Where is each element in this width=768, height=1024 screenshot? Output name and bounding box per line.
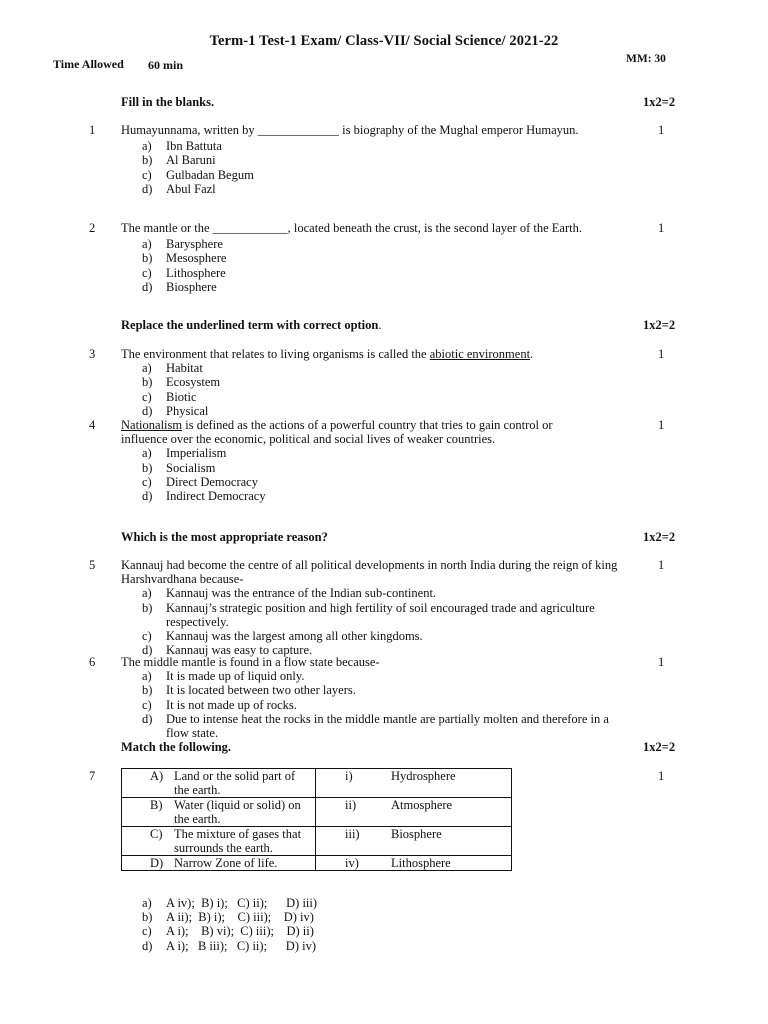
- question: [121, 558, 619, 657]
- question-text: [121, 221, 619, 235]
- option: [121, 375, 619, 389]
- table-row: [122, 827, 512, 856]
- question-number: 5: [89, 558, 96, 572]
- option-text: Kannauj’s strategic position and high fertility of soil encouraged trade and agriculture respectively.: [166, 600, 595, 629]
- option: [121, 361, 619, 375]
- option: [121, 139, 619, 153]
- option-letter: a): [142, 896, 152, 910]
- option-text: It is not made up of rocks.: [166, 697, 297, 712]
- match-left-cell: [122, 798, 316, 827]
- question-number: 7: [89, 769, 96, 783]
- option-letter: a): [142, 139, 152, 154]
- match-right-number: i): [345, 769, 353, 783]
- match-left-text: The mixture of gases that surrounds the earth.: [174, 827, 302, 855]
- option-text: Biosphere: [166, 279, 217, 294]
- option-letter: b): [142, 153, 153, 168]
- section-heading-text: Which is the most appropriate reason?: [121, 530, 328, 544]
- question-text: [121, 123, 619, 137]
- question-text-part: is defined as the actions of a powerful country that tries to gain control or influence over the economic, political and social lives of weaker countries.: [121, 418, 553, 447]
- option-letter: c): [142, 474, 152, 489]
- match-right-cell: [316, 827, 512, 856]
- question-number: 1: [89, 123, 96, 137]
- option: [121, 910, 317, 924]
- option: [121, 586, 619, 600]
- option: [121, 461, 593, 475]
- question-marks: 1: [658, 347, 665, 361]
- option: [121, 266, 619, 280]
- option-text: Kannauj was easy to capture.: [166, 643, 313, 658]
- option-letter: b): [142, 251, 153, 266]
- option: [121, 153, 619, 167]
- underlined-term: abiotic environment: [429, 347, 531, 361]
- option: [121, 896, 317, 910]
- match-left-letter: A): [150, 769, 164, 783]
- table-row: [122, 769, 512, 798]
- question-text-part: The middle mantle is found in a flow state because-: [121, 655, 380, 669]
- option-letter: a): [142, 361, 152, 376]
- option: [121, 390, 619, 404]
- option: [121, 712, 619, 740]
- option-text: Abul Fazl: [166, 181, 216, 196]
- option-list: [121, 446, 593, 503]
- option-text: Lithosphere: [166, 265, 226, 280]
- match-left-text: Land or the solid part of the earth.: [174, 769, 296, 797]
- match-right-text: Atmosphere: [391, 798, 453, 812]
- match-answer-options: [121, 896, 317, 953]
- section-marks: 1x2=2: [643, 740, 676, 754]
- option-letter: d): [142, 403, 153, 418]
- option-text: Ecosystem: [166, 375, 221, 390]
- option: [121, 251, 619, 265]
- section-marks: 1x2=2: [643, 318, 676, 332]
- option-text: Direct Democracy: [166, 474, 258, 489]
- table-row: [122, 856, 512, 871]
- option-text: A ii); B) i); C) iii); D) iv): [166, 910, 314, 925]
- question-text-part: The environment that relates to living organisms is called the: [121, 347, 430, 361]
- match-right-text: Biosphere: [391, 827, 442, 841]
- match-left-letter: C): [150, 827, 163, 841]
- option: [121, 475, 593, 489]
- question-number: 6: [89, 655, 96, 669]
- question: [121, 655, 619, 740]
- option: [121, 446, 593, 460]
- option-letter: d): [142, 938, 153, 953]
- option-text: It is located between two other layers.: [166, 683, 356, 698]
- option-letter: c): [142, 629, 152, 644]
- underlined-term: Nationalism: [121, 418, 183, 432]
- option-text: Barysphere: [166, 237, 223, 252]
- match-table: [121, 768, 512, 871]
- match-left-cell: [122, 827, 316, 856]
- option: [121, 939, 317, 953]
- option-letter: a): [142, 586, 152, 601]
- question-text-part: .: [530, 347, 534, 361]
- max-marks: MM: 30: [626, 53, 666, 65]
- question-marks: 1: [658, 123, 665, 137]
- section-marks: 1x2=2: [643, 95, 676, 109]
- section-heading: [121, 95, 214, 109]
- option-letter: b): [142, 683, 153, 698]
- option-letter: b): [142, 910, 153, 925]
- option-text: Socialism: [166, 460, 216, 475]
- option-letter: d): [142, 643, 153, 658]
- question-marks: 1: [658, 221, 665, 235]
- question-text: [121, 418, 593, 446]
- section-heading: [121, 740, 231, 754]
- option-letter: a): [142, 237, 152, 252]
- option-text: Physical: [166, 403, 209, 418]
- table-row: [122, 798, 512, 827]
- question-marks: 1: [658, 418, 665, 432]
- match-right-cell: [316, 798, 512, 827]
- option-letter: d): [142, 489, 153, 504]
- question-text-part: Kannauj had become the centre of all political developments in north India during the reign of king Harshvardhana because-: [121, 558, 618, 587]
- option: [121, 404, 619, 418]
- option-list: [121, 139, 619, 196]
- section-heading-text: Replace the underlined term with correct option: [121, 318, 379, 332]
- option-letter: a): [142, 669, 152, 684]
- option: [121, 182, 619, 196]
- question: [121, 347, 619, 418]
- option-text: Mesosphere: [166, 251, 227, 266]
- question-marks: 1: [658, 558, 665, 572]
- option-letter: b): [142, 460, 153, 475]
- option: [121, 698, 619, 712]
- option-letter: b): [142, 375, 153, 390]
- match-right-number: ii): [345, 798, 357, 812]
- option-letter: c): [142, 697, 152, 712]
- option: [121, 280, 619, 294]
- option-text: Kannauj was the largest among all other kingdoms.: [166, 629, 423, 644]
- match-right-text: Lithosphere: [391, 856, 451, 870]
- option-text: Ibn Battuta: [166, 139, 222, 154]
- option: [121, 683, 619, 697]
- option-text: A i); B iii); C) ii); D) iv): [166, 938, 316, 953]
- section-heading: [121, 318, 382, 332]
- section-heading-tail: .: [378, 318, 382, 332]
- option-letter: c): [142, 265, 152, 280]
- option-letter: d): [142, 181, 153, 196]
- question: [121, 123, 619, 196]
- section-heading: [121, 530, 328, 544]
- option-text: A iv); B) i); C) ii); D) iii): [166, 896, 318, 910]
- option: [121, 669, 619, 683]
- match-left-letter: B): [150, 798, 163, 812]
- option-text: A i); B) vi); C) iii); D) ii): [166, 924, 314, 939]
- match-left-text: Water (liquid or solid) on the earth.: [174, 798, 301, 826]
- section-marks: 1x2=2: [643, 530, 676, 544]
- option-text: It is made up of liquid only.: [166, 669, 305, 684]
- match-left-text: Narrow Zone of life.: [174, 856, 278, 870]
- match-left-cell: [122, 856, 316, 871]
- question-text-part: The mantle or the ____________, located beneath the crust, is the second layer of the Earth.: [121, 221, 582, 235]
- section-heading-text: Match the following.: [121, 740, 232, 754]
- question-marks: 1: [658, 769, 665, 783]
- option-list: [121, 237, 619, 294]
- time-allowed-value: 60 min: [148, 58, 184, 72]
- option-letter: a): [142, 446, 152, 461]
- option-letter: c): [142, 924, 152, 939]
- option-letter: c): [142, 389, 152, 404]
- match-right-text: Hydrosphere: [391, 769, 456, 783]
- option-letter: b): [142, 600, 153, 615]
- option: [121, 924, 317, 938]
- option-text: Biotic: [166, 389, 197, 404]
- question-marks: 1: [658, 655, 665, 669]
- match-right-number: iii): [345, 827, 360, 841]
- option-list: [121, 586, 619, 657]
- question-text-part: Humayunnama, written by _____________ is biography of the Mughal emperor Humayun.: [121, 123, 579, 137]
- match-left-cell: [122, 769, 316, 798]
- match-right-number: iv): [345, 856, 359, 870]
- question-number: 2: [89, 221, 96, 235]
- option-text: Due to intense heat the rocks in the middle mantle are partially molten and therefore in a flow state.: [166, 711, 609, 741]
- option-list: [121, 669, 619, 740]
- section-heading-text: Fill in the blanks.: [121, 95, 215, 109]
- option-list: [121, 361, 619, 418]
- option: [121, 237, 619, 251]
- option: [121, 629, 619, 643]
- option: [121, 489, 593, 503]
- option-text: Kannauj was the entrance of the Indian sub-continent.: [166, 586, 437, 601]
- option-text: Gulbadan Begum: [166, 167, 254, 182]
- option: [121, 601, 619, 629]
- match-right-cell: [316, 856, 512, 871]
- option-letter: c): [142, 167, 152, 182]
- option-letter: d): [142, 279, 153, 294]
- option-text: Imperialism: [166, 446, 227, 461]
- option-letter: d): [142, 711, 153, 726]
- match-left-letter: D): [150, 856, 164, 870]
- question-number: 3: [89, 347, 96, 361]
- time-allowed-label: Time Allowed: [53, 57, 124, 71]
- question-number: 4: [89, 418, 96, 432]
- question: [121, 221, 619, 294]
- match-right-cell: [316, 769, 512, 798]
- option-text: Al Baruni: [166, 153, 216, 168]
- question: [121, 418, 593, 503]
- question-text: [121, 558, 619, 586]
- option-text: Indirect Democracy: [166, 489, 266, 504]
- exam-title: Term-1 Test-1 Exam/ Class-VII/ Social Science/ 2021-22: [209, 33, 559, 49]
- question-text: [121, 655, 619, 669]
- question-text: [121, 347, 619, 361]
- option-text: Habitat: [166, 361, 203, 376]
- option: [121, 168, 619, 182]
